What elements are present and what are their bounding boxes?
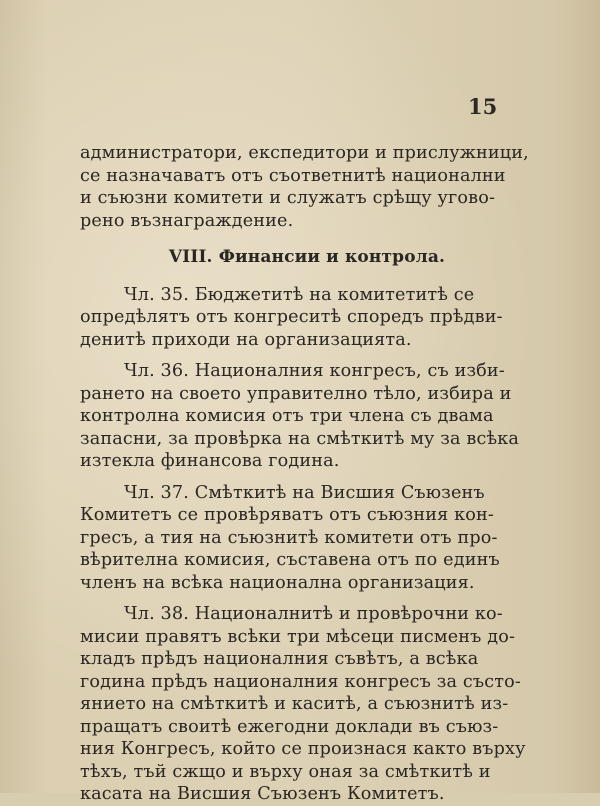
text-line: гресъ, а тия на съюзнитѣ комитети отъ про- xyxy=(80,527,498,548)
article-38 xyxy=(80,603,526,806)
text-line: пращатъ своитѣ ежегодни доклади въ съюз- xyxy=(80,716,499,737)
section-heading: VIII. Финансии и контрола. xyxy=(168,247,446,267)
text-line: рено възнаграждение. xyxy=(80,210,294,231)
text-line: Чл. 35. Бюджетитѣ на комитетитѣ се xyxy=(124,284,475,305)
text-line: Чл. 36. Националния конгресъ, съ изби- xyxy=(124,361,505,381)
text-line: година прѣдъ националния конгресъ за състо- xyxy=(80,671,521,692)
text-line: се назначаватъ отъ съответнитѣ национални xyxy=(80,165,506,186)
article-37 xyxy=(80,482,520,595)
text-line: и съюзни комитети и служатъ срѣщу угово- xyxy=(80,188,496,208)
text-line: рането на своето управително тѣло, избира и xyxy=(80,383,512,404)
text-line: мисии правятъ всѣки три мѣсеци писменъ до- xyxy=(80,626,516,647)
text-line: вѣрителна комисия, съставена отъ по единъ xyxy=(80,550,500,570)
page-number: 15 xyxy=(468,94,498,119)
text-line: Комитетъ се провѣряватъ отъ съюзния кон- xyxy=(80,505,494,525)
text-line: Чл. 37. Смѣткитѣ на Висшия Съюзенъ xyxy=(124,482,485,503)
text-line: Чл. 38. Националнитѣ и провѣрочни ко- xyxy=(124,604,503,624)
text-line: касата на Висшия Съюзенъ Комитетъ. xyxy=(80,784,445,804)
text-line: членъ на всѣка национална организация. xyxy=(80,572,475,593)
article-35 xyxy=(80,284,520,352)
intro-paragraph xyxy=(80,142,529,232)
text-line: кладъ прѣдъ националния съвѣтъ, а всѣка xyxy=(80,649,479,669)
body-text xyxy=(80,142,529,806)
text-line: изтекла финансова година. xyxy=(80,451,340,471)
text-line: тѣхъ, тъй сжщо и върху оная за смѣткитѣ и xyxy=(80,761,491,782)
text-line: администратори, експедитори и прислужници, xyxy=(80,143,529,163)
text-line: запасни, за провѣрка на смѣткитѣ му за всѣка xyxy=(80,428,520,449)
article-36 xyxy=(80,360,520,473)
text-line: опредѣлятъ отъ конгреситѣ споредъ прѣдви- xyxy=(80,307,503,327)
text-line: янието на смѣткитѣ и каситѣ, а съюзнитѣ из- xyxy=(80,694,509,714)
text-line: контролна комисия отъ три члена съ двама xyxy=(80,406,494,426)
text-line: ния Конгресъ, който се произнася както върху xyxy=(80,739,526,759)
text-line: денитѣ приходи на организацията. xyxy=(80,329,412,350)
